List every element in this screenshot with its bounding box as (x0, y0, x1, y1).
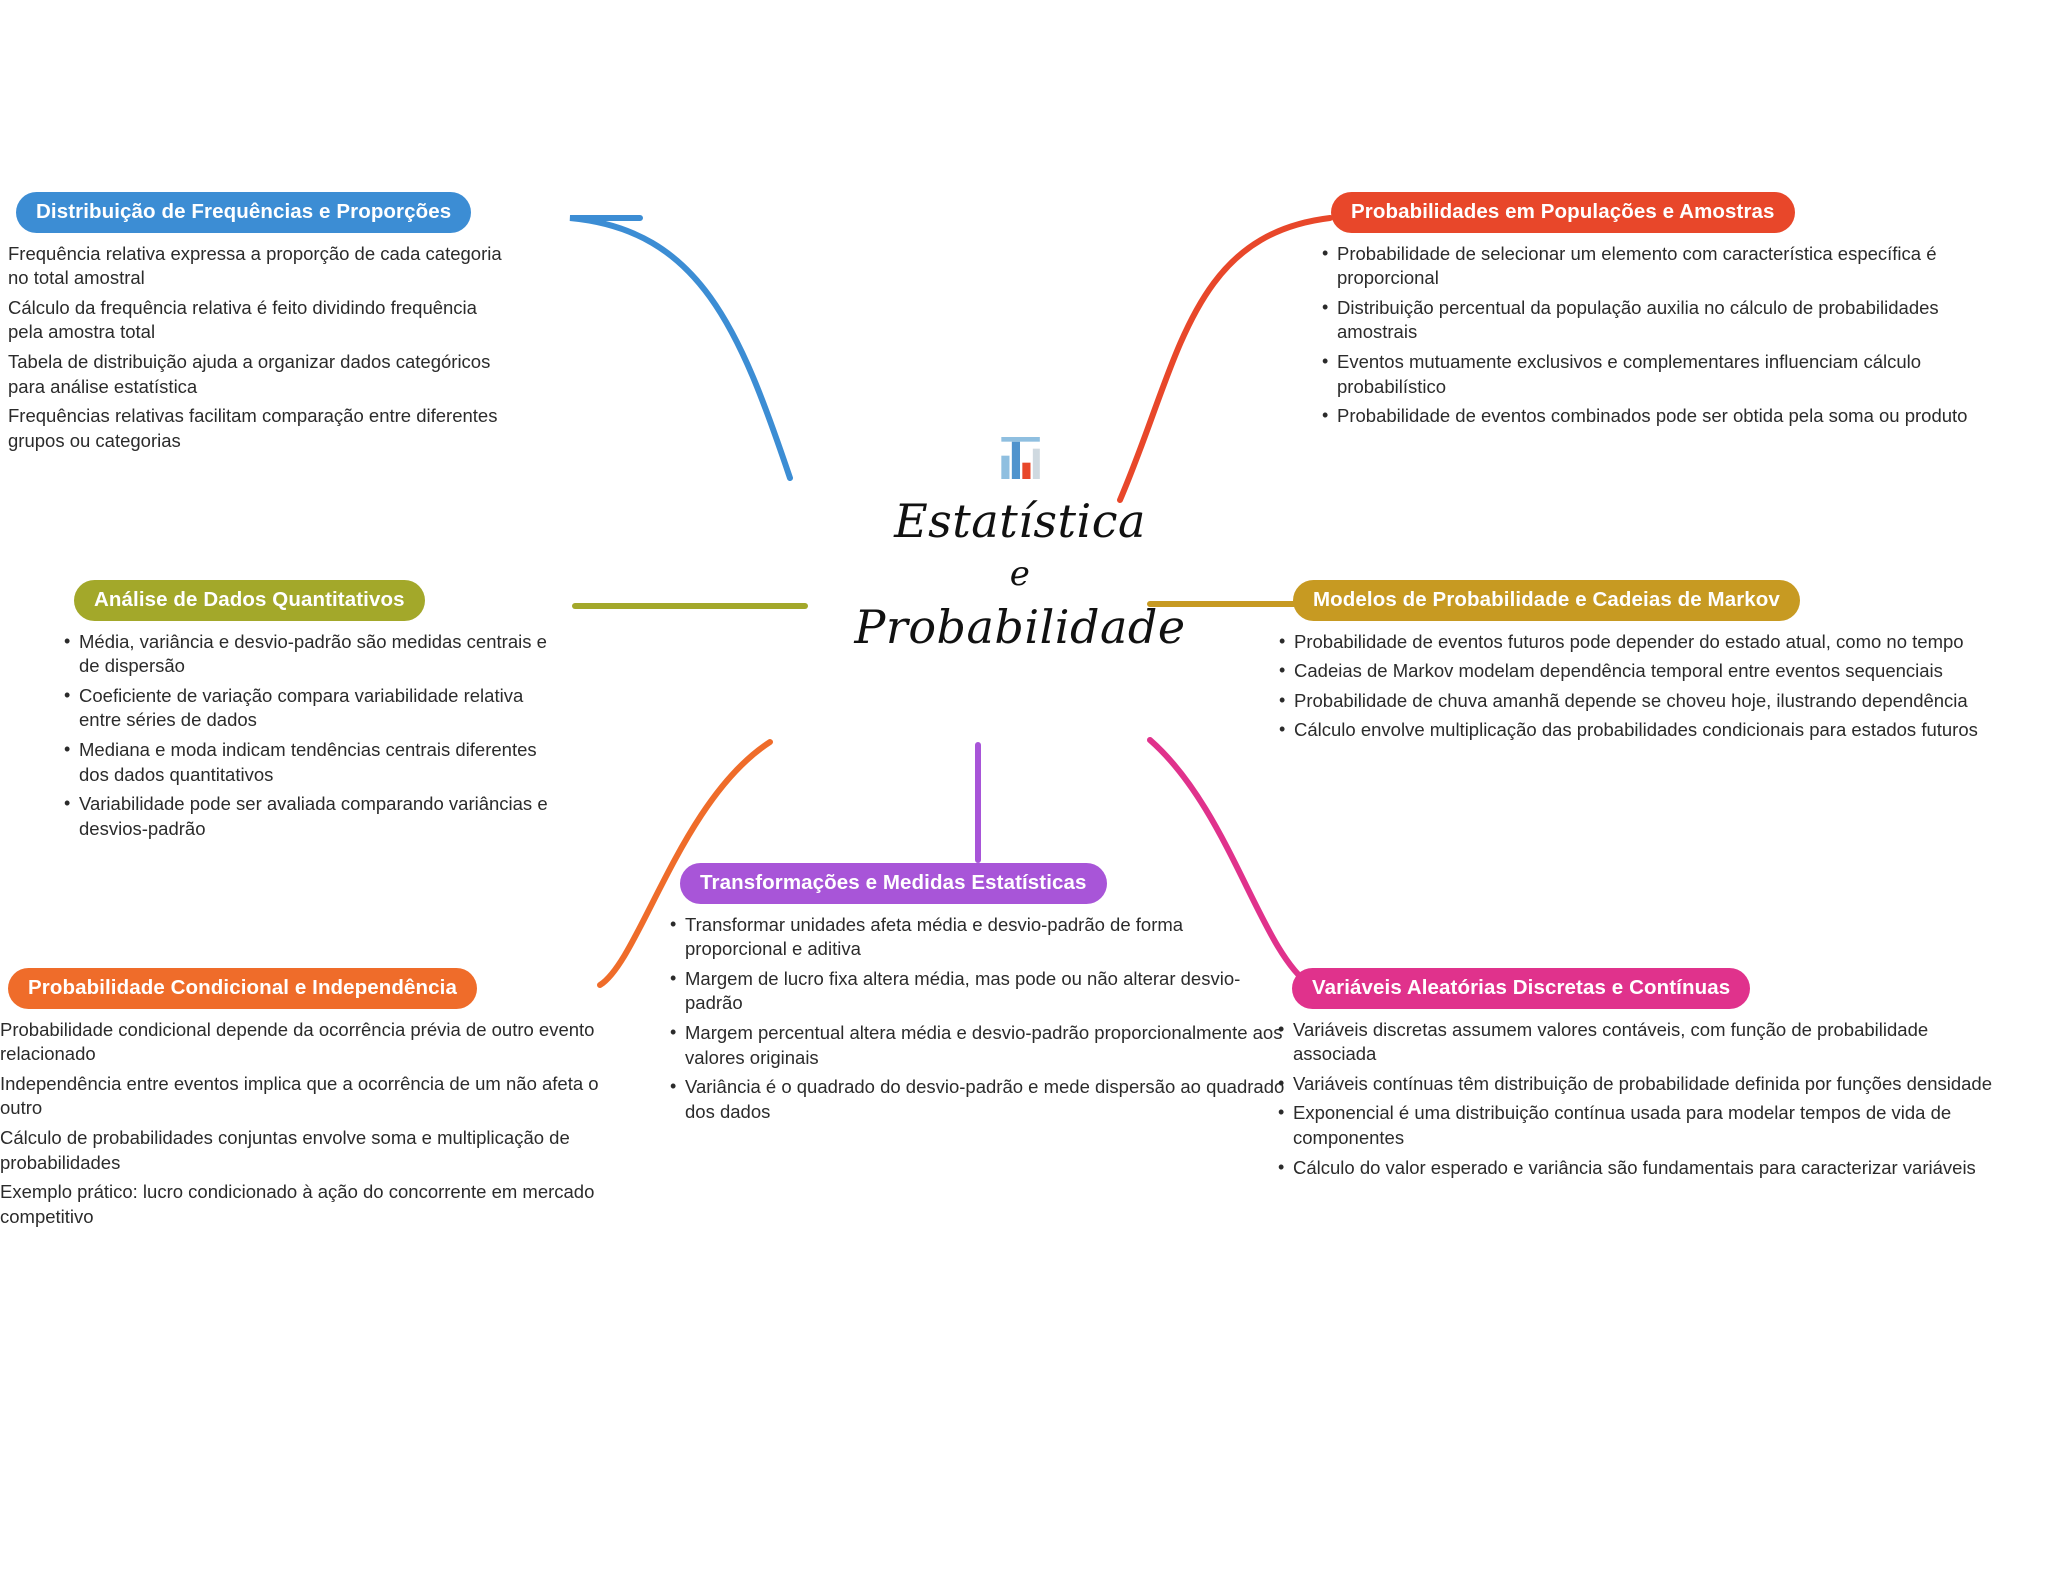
list-item: • Variabilidade pode ser avaliada comparando variâncias e desvios-padrão (62, 792, 562, 841)
branch-markov (1277, 580, 1987, 748)
branch-items-probabilidade-condicional (0, 1018, 630, 1230)
branch-analise-dados (62, 580, 562, 846)
branch-probabilidades-populacoes (1320, 192, 1980, 434)
branch-title-frequencias[interactable]: Distribuição de Frequências e Proporções (16, 192, 471, 233)
list-item: • Cadeias de Markov modelam dependência temporal entre eventos sequenciais (1277, 659, 1987, 684)
list-item: • Mediana e moda indicam tendências centrais diferentes dos dados quantitativos (62, 738, 562, 787)
center-title (760, 492, 1280, 657)
list-item: • Cálculo envolve multiplicação das probabilidades condicionais para estados futuros (1277, 718, 1987, 743)
list-item: Cálculo de probabilidades conjuntas envolve soma e multiplicação de probabilidades (0, 1126, 570, 1173)
list-item: • Exponencial é uma distribuição contínua usada para modelar tempos de vida de componentes (1276, 1101, 1992, 1150)
list-item: Tabela de distribuição ajuda a organizar dados categóricos para análise estatística (8, 350, 491, 397)
connector-frequencias (570, 218, 790, 478)
list-item: • Variância é o quadrado do desvio-padrão e mede dispersão ao quadrado dos dados (668, 1075, 1288, 1124)
center-node (760, 430, 1280, 657)
branch-probabilidade-condicional (0, 968, 630, 1234)
branch-items-analise-dados (62, 630, 562, 842)
branch-title-probabilidade-condicional[interactable]: Probabilidade Condicional e Independência (8, 968, 477, 1009)
branch-items-transformacoes (668, 913, 1288, 1125)
list-item: • Probabilidade de selecionar um elemento com característica específica é proporcional (1320, 242, 1980, 291)
branch-title-transformacoes[interactable]: Transformações e Medidas Estatísticas (680, 863, 1107, 904)
center-title-line1: Estatística (894, 494, 1146, 548)
list-item: • Margem de lucro fixa altera média, mas pode ou não alterar desvio-padrão (668, 967, 1288, 1016)
list-item: • Coeficiente de variação compara variabilidade relativa entre séries de dados (62, 684, 562, 733)
bar-chart-icon (992, 430, 1048, 486)
branch-frequencias (8, 192, 508, 458)
list-item: Frequências relativas facilitam comparação entre diferentes grupos ou categorias (8, 405, 498, 451)
center-title-line3: Probabilidade (854, 600, 1186, 655)
list-item: • Probabilidade de chuva amanhã depende se choveu hoje, ilustrando dependência (1277, 689, 1987, 714)
list-item: Independência entre eventos implica que a ocorrência de um não afeta o outro (0, 1072, 599, 1119)
branch-items-probabilidades-populacoes (1320, 242, 1980, 429)
list-item: Frequência relativa expressa a proporção de cada categoria no total amostral (8, 242, 502, 289)
branch-title-variaveis-aleatorias[interactable]: Variáveis Aleatórias Discretas e Contínuas (1292, 968, 1750, 1009)
branch-title-markov[interactable]: Modelos de Probabilidade e Cadeias de Markov (1293, 580, 1800, 621)
branch-items-frequencias (8, 242, 508, 454)
branch-title-analise-dados[interactable]: Análise de Dados Quantitativos (74, 580, 425, 621)
branch-items-variaveis-aleatorias (1276, 1018, 1992, 1181)
list-item: • Probabilidade de eventos futuros pode depender do estado atual, como no tempo (1277, 630, 1987, 655)
list-item: • Variáveis discretas assumem valores contáveis, com função de probabilidade associada (1276, 1018, 1992, 1067)
list-item: Probabilidade condicional depende da ocorrência prévia de outro evento relacionado (0, 1018, 595, 1065)
branch-variaveis-aleatorias (1276, 968, 1992, 1185)
center-title-line2: e (1009, 553, 1031, 594)
list-item: • Média, variância e desvio-padrão são medidas centrais e de dispersão (62, 630, 562, 679)
list-item: • Cálculo do valor esperado e variância são fundamentais para caracterizar variáveis (1276, 1156, 1992, 1181)
list-item: Cálculo da frequência relativa é feito dividindo frequência pela amostra total (8, 296, 477, 343)
branch-title-probabilidades-populacoes[interactable]: Probabilidades em Populações e Amostras (1331, 192, 1795, 233)
list-item: • Transformar unidades afeta média e desvio-padrão de forma proporcional e aditiva (668, 913, 1288, 962)
list-item: • Distribuição percentual da população auxilia no cálculo de probabilidades amostrais (1320, 296, 1980, 345)
list-item: • Probabilidade de eventos combinados pode ser obtida pela soma ou produto (1320, 404, 1980, 429)
list-item: • Margem percentual altera média e desvio-padrão proporcionalmente aos valores originais (668, 1021, 1288, 1070)
branch-items-markov (1277, 630, 1987, 743)
branch-transformacoes (668, 863, 1288, 1129)
list-item: • Eventos mutuamente exclusivos e complementares influenciam cálculo probabilístico (1320, 350, 1980, 399)
list-item: Exemplo prático: lucro condicionado à ação do concorrente em mercado competitivo (0, 1181, 595, 1227)
list-item: • Variáveis contínuas têm distribuição de probabilidade definida por funções densidade (1276, 1072, 1992, 1097)
